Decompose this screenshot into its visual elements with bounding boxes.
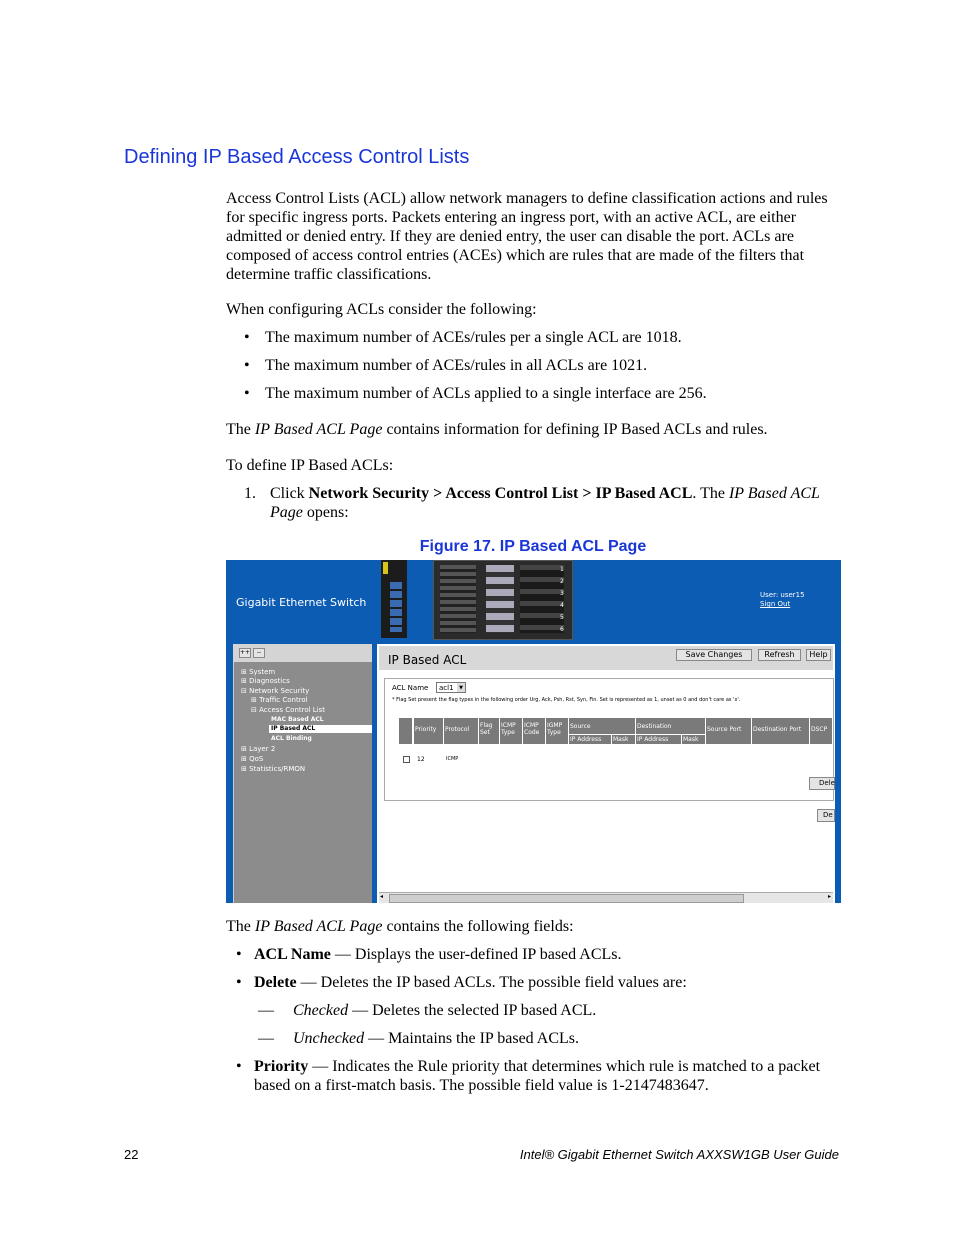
destination-ip-subheader: IP Address [636, 735, 681, 744]
tree-item-layer2[interactable]: ⊞ Layer 2 [241, 745, 276, 753]
refresh-button[interactable]: Refresh [758, 649, 801, 661]
icmp-code-column-header: ICMP Code [523, 718, 545, 744]
to-define-paragraph: To define IP Based ACLs: [226, 457, 394, 474]
page-info-paragraph: The IP Based ACL Page contains information for defining IP Based ACLs and rules. [226, 421, 768, 438]
tree-item-network-security[interactable]: ⊟ Network Security [241, 687, 310, 695]
delete-button[interactable]: Dele [809, 777, 835, 790]
destination-column-header: Destination [636, 718, 705, 734]
destination-port-column-header: Destination Port [752, 718, 809, 744]
horizontal-scrollbar[interactable] [379, 892, 833, 903]
intro-paragraph: Access Control Lists (ACL) allow network managers to define classification actions and rules for specific ingress ports. Packets entering an ingress port, with an active ACL, are either admitted or denied entry. If they are denied entry, the user can disable the port. ACLs are composed of access control entries (ACEs) which are rules that are made of the filters that determine traffic classifications. [226, 190, 828, 283]
acl-name-select[interactable]: acl1 ▼ [436, 682, 466, 693]
brand-title: Gigabit Ethernet Switch [236, 596, 367, 609]
fields-intro: The IP Based ACL Page contains the following fields: [226, 918, 574, 935]
page-title: IP Based ACL [388, 653, 467, 667]
delete-checkbox[interactable] [403, 756, 410, 763]
delete-column-header [399, 718, 412, 744]
source-column-header: Source [569, 718, 635, 734]
user-label: User: user15 [760, 591, 805, 599]
flag-set-note: * Flag Set present the flag types in the following order Urg, Ack, Psh, Rst, Syn, Fin. Set is represented as 1, unset as 0 and don't care as 'x'. [392, 697, 741, 703]
switch-front-panel [381, 560, 407, 638]
acl-name-label: ACL Name [392, 684, 429, 692]
protocol-cell: ICMP [446, 756, 459, 762]
expand-all-button[interactable]: ++ [240, 649, 251, 656]
tree-item-qos[interactable]: ⊞ QoS [241, 755, 264, 763]
tree-item-ip-based-acl[interactable]: IP Based ACL [269, 725, 372, 733]
section-title: Defining IP Based Access Control Lists [124, 146, 470, 168]
icmp-type-column-header: ICMP Type [500, 718, 522, 744]
collapse-all-button[interactable]: -- [253, 648, 265, 658]
scroll-right-icon[interactable]: ▸ [827, 893, 831, 900]
content-panel [377, 644, 835, 903]
tree-item-access-control-list[interactable]: ⊟ Access Control List [251, 706, 326, 714]
protocol-column-header: Protocol [444, 718, 478, 744]
save-changes-button[interactable]: Save Changes [676, 649, 752, 661]
tree-item-diagnostics[interactable]: ⊞ Diagnostics [241, 677, 290, 685]
source-ip-subheader: IP Address [569, 735, 611, 744]
switch-stack [433, 560, 573, 640]
ip-based-acl-screenshot [226, 560, 841, 903]
dscp-column-header: DSCP [810, 718, 832, 744]
page-number: 22 [124, 1147, 139, 1162]
tree-item-acl-binding[interactable]: ACL Binding [271, 735, 312, 742]
tree-item-mac-based-acl[interactable]: MAC Based ACL [271, 716, 324, 723]
tree-item-traffic-control[interactable]: ⊞ Traffic Control [251, 696, 308, 704]
destination-mask-subheader: Mask [682, 735, 705, 744]
source-port-column-header: Source Port [706, 718, 751, 744]
priority-cell: 12 [417, 756, 425, 763]
figure-caption: Figure 17. IP Based ACL Page [419, 538, 647, 555]
sign-out-link[interactable]: Sign Out [760, 600, 791, 608]
igmp-type-column-header: IGMP Type [546, 718, 568, 744]
delete-button-secondary[interactable]: De [817, 809, 835, 822]
consider-paragraph: When configuring ACLs consider the following: [226, 301, 537, 318]
priority-column-header: Priority [414, 718, 443, 744]
chevron-down-icon: ▼ [457, 683, 465, 692]
tree-item-system[interactable]: ⊞ System [241, 668, 276, 676]
source-mask-subheader: Mask [612, 735, 635, 744]
nav-panel [233, 644, 372, 903]
help-button[interactable]: Help [806, 649, 831, 661]
tree-item-statistics-rmon[interactable]: ⊞ Statistics/RMON [241, 765, 306, 773]
scroll-left-icon[interactable]: ◂ [380, 893, 384, 900]
footer-title: Intel® Gigabit Ethernet Switch AXXSW1GB User Guide [519, 1147, 839, 1162]
port-number-list: 1 2 3 4 5 6 [560, 566, 564, 633]
flag-set-column-header: Flag Set [479, 718, 499, 744]
